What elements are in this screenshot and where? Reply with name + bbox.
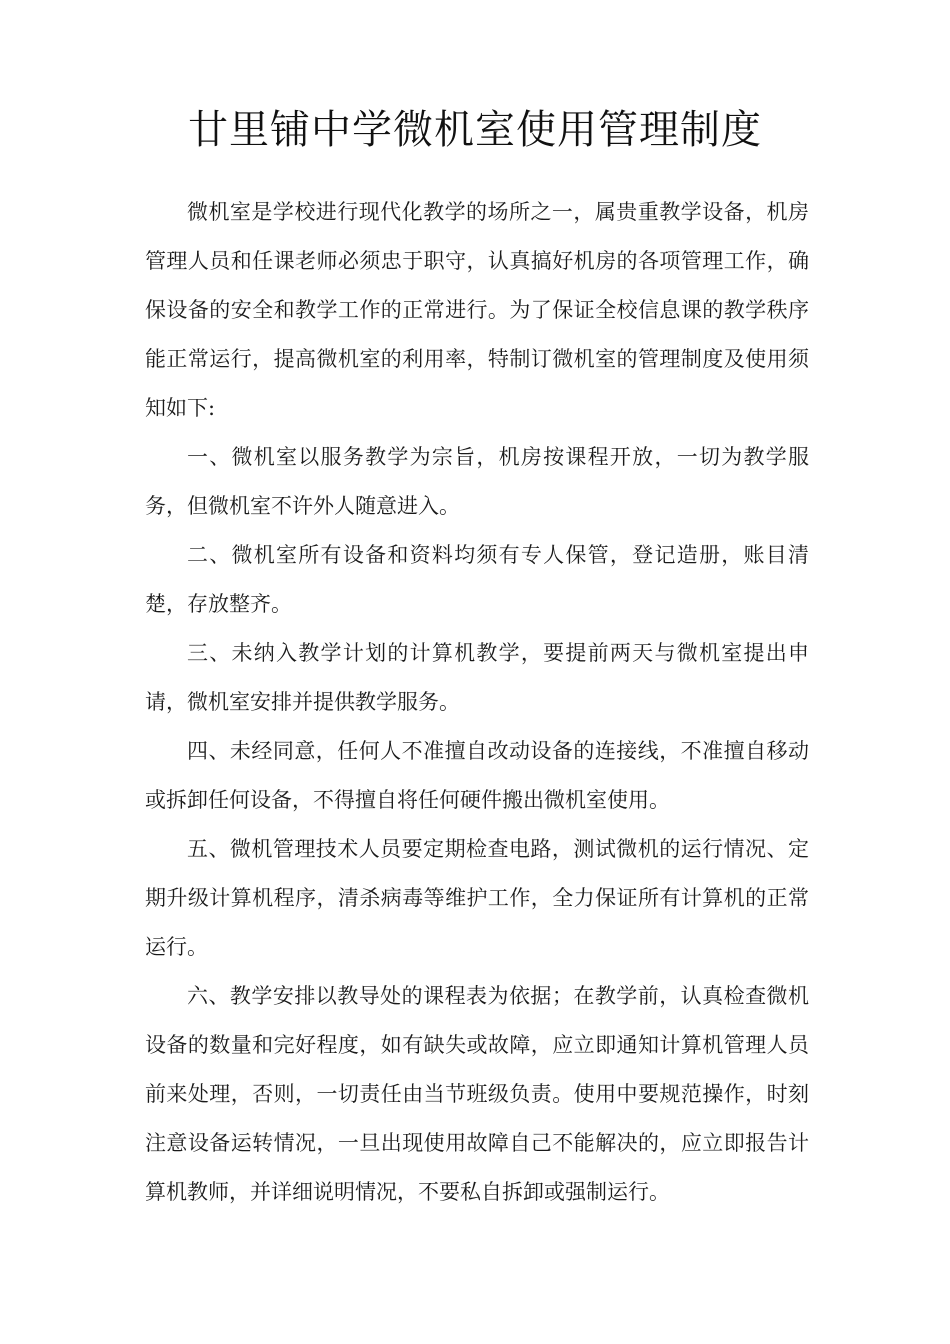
intro-paragraph: 微机室是学校进行现代化教学的场所之一，属贵重教学设备，机房管理人员和任课老师必须忠于职守，认真搞好机房的各项管理工作，确保设备的安全和教学工作的正常进行。为了保证全校信息课的教学秩序能正常运行，提高微机室的利用率，特制订微机室的管理制度及使用须知如下: (145, 200, 809, 420)
document-body (145, 188, 809, 1217)
rule-paragraph-2: 二、微机室所有设备和资料均须有专人保管，登记造册，账目清楚，存放整齐。 (145, 543, 809, 616)
rule-paragraph-6: 六、教学安排以教导处的课程表为依据；在教学前，认真检查微机设备的数量和完好程度，如有缺失或故障，应立即通知计算机管理人员前来处理，否则，一切责任由当节班级负责。使用中要规范操作，时刻注意设备运转情况，一旦出现使用故障自己不能解决的，应立即报告计算机教师，并详细说明情况，不要私自拆卸或强制运行。 (145, 984, 809, 1204)
document-title: 廿里铺中学微机室使用管理制度 (188, 107, 762, 153)
rule-paragraph-3: 三、未纳入教学计划的计算机教学，要提前两天与微机室提出申请，微机室安排并提供教学服务。 (145, 641, 809, 714)
rule-paragraph-4: 四、未经同意，任何人不准擅自改动设备的连接线，不准擅自移动或拆卸任何设备，不得擅自将任何硬件搬出微机室使用。 (145, 739, 809, 812)
rule-paragraph-5: 五、微机管理技术人员要定期检查电路，测试微机的运行情况、定期升级计算机程序，清杀病毒等维护工作，全力保证所有计算机的正常运行。 (145, 837, 809, 959)
rule-paragraph-1: 一、微机室以服务教学为宗旨，机房按课程开放，一切为教学服务，但微机室不许外人随意进入。 (145, 445, 809, 518)
